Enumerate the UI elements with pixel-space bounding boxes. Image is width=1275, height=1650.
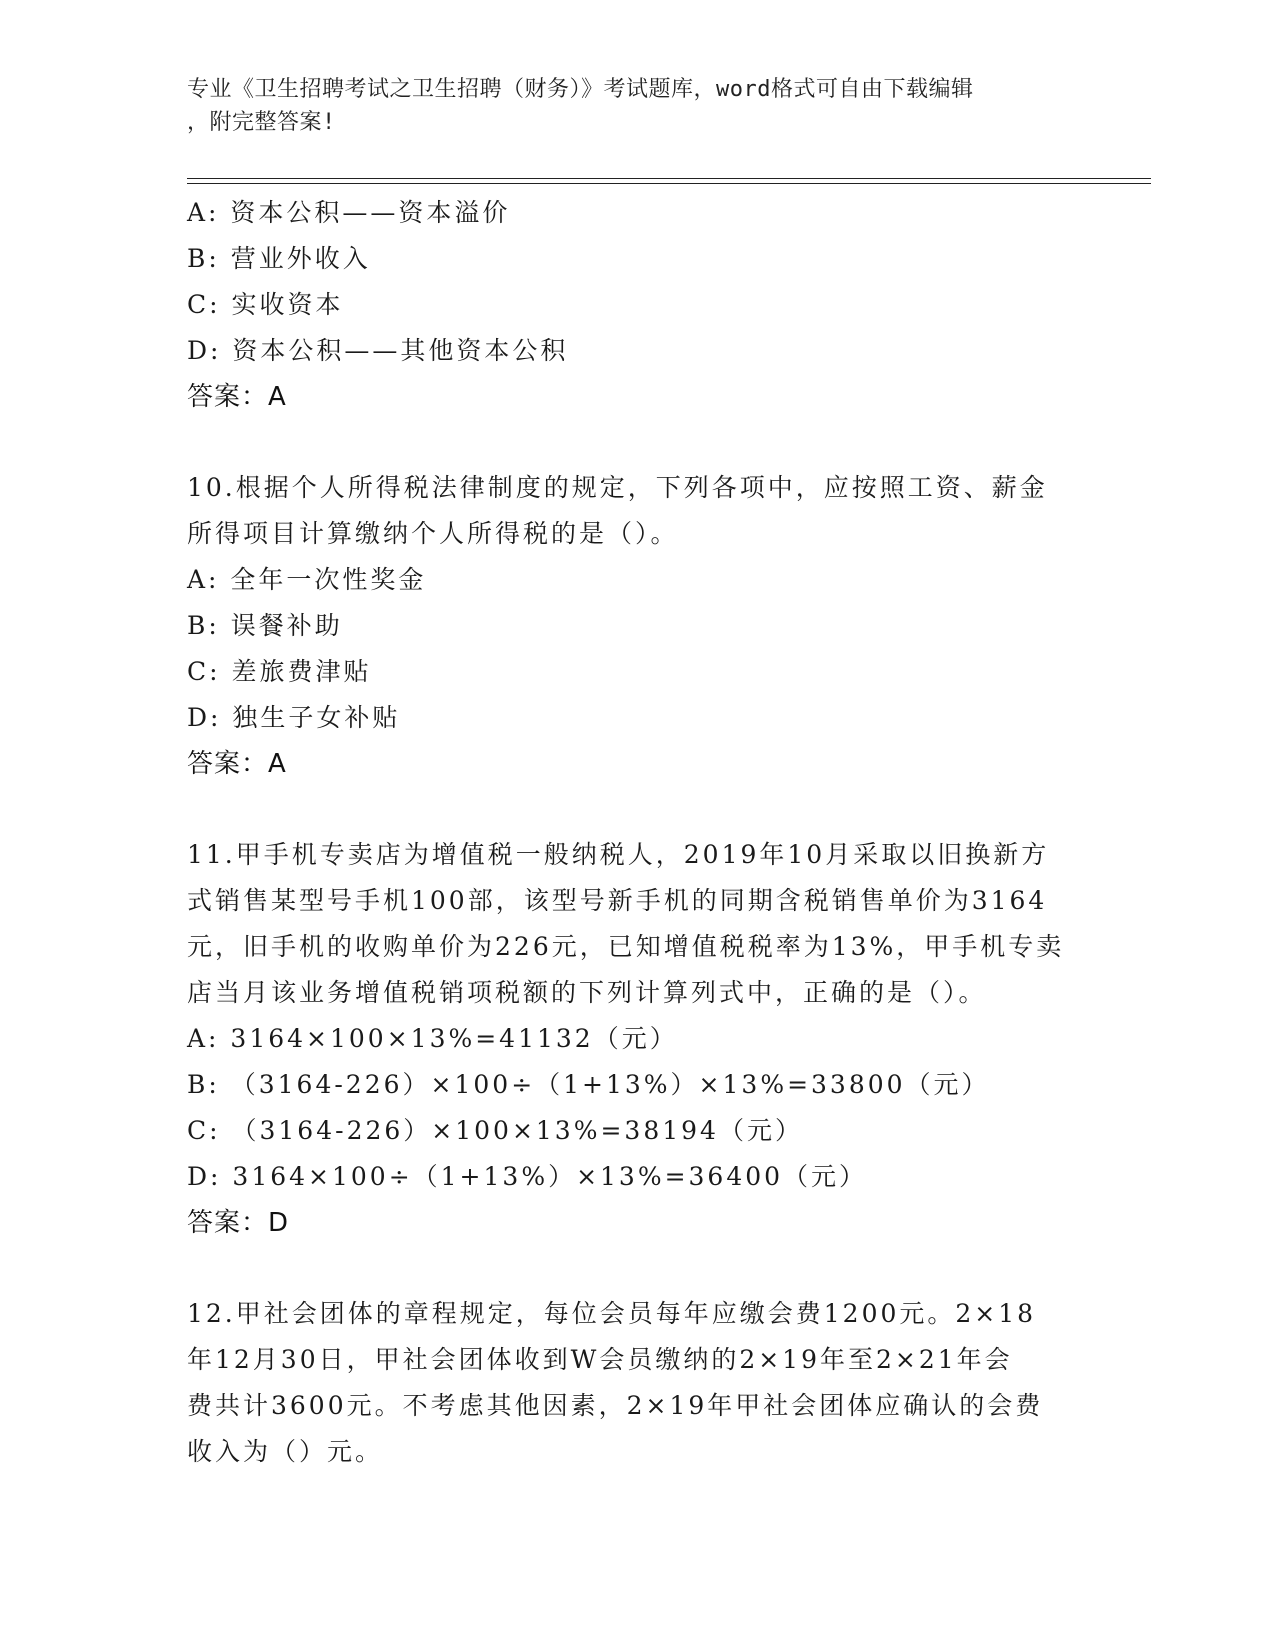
answer-line: 答案：A — [187, 382, 287, 412]
spacer — [187, 420, 1087, 465]
option-a: A: 3164×100×13%=41132（元） — [187, 1024, 678, 1053]
question-12 — [187, 1291, 1087, 1475]
option-a: A: 全年一次性奖金 — [187, 565, 427, 594]
question-text-line: 12.甲社会团体的章程规定，每位会员每年应缴会费1200元。2×18 — [187, 1299, 1037, 1328]
question-text-line: 11.甲手机专卖店为增值税一般纳税人，2019年10月采取以旧换新方 — [187, 840, 1050, 869]
option-d: D: 独生子女补贴 — [187, 703, 401, 732]
option-d: D: 资本公积——其他资本公积 — [187, 336, 569, 365]
question-text-line: 店当月该业务增值税销项税额的下列计算列式中，正确的是（）。 — [187, 978, 987, 1007]
spacer — [187, 787, 1087, 832]
document-header — [187, 73, 1087, 139]
answer-line: 答案：D — [187, 1208, 290, 1238]
question-text-line: 收入为（）元。 — [187, 1437, 384, 1466]
question-text-line: 式销售某型号手机100部，该型号新手机的同期含税销售单价为3164 — [187, 886, 1048, 915]
header-line-2: ，附完整答案! — [187, 110, 336, 135]
question-text-line: 年12月30日，甲社会团体收到W会员缴纳的2×19年至2×21年会 — [187, 1345, 1013, 1374]
option-b: B: （3164-226）×100÷（1+13%）×13%=33800（元） — [187, 1070, 990, 1099]
option-c: C: 差旅费津贴 — [187, 657, 372, 686]
option-a: A: 资本公积——资本溢价 — [187, 198, 511, 227]
header-line-1: 专业《卫生招聘考试之卫生招聘（财务）》考试题库，word格式可自由下载编辑 — [187, 77, 974, 102]
header-divider-top — [187, 178, 1151, 179]
option-b: B: 营业外收入 — [187, 244, 371, 273]
question-text-line: 10.根据个人所得税法律制度的规定，下列各项中，应按照工资、薪金 — [187, 473, 1048, 502]
option-c: C: 实收资本 — [187, 290, 344, 319]
question-text-line: 费共计3600元。不考虑其他因素，2×19年甲社会团体应确认的会费 — [187, 1391, 1044, 1420]
option-b: B: 误餐补助 — [187, 611, 343, 640]
question-text-line: 元，旧手机的收购单价为226元，已知增值税税率为13%，甲手机专卖 — [187, 932, 1065, 961]
question-block-previous — [187, 190, 1087, 420]
answer-line: 答案：A — [187, 749, 287, 779]
question-text-line: 所得项目计算缴纳个人所得税的是（）。 — [187, 519, 679, 548]
header-divider-bottom — [187, 183, 1151, 184]
option-c: C: （3164-226）×100×13%=38194（元） — [187, 1116, 803, 1145]
option-d: D: 3164×100÷（1+13%）×13%=36400（元） — [187, 1162, 868, 1191]
question-11 — [187, 832, 1087, 1246]
question-content — [187, 190, 1087, 1475]
spacer — [187, 1246, 1087, 1291]
question-10 — [187, 465, 1087, 787]
